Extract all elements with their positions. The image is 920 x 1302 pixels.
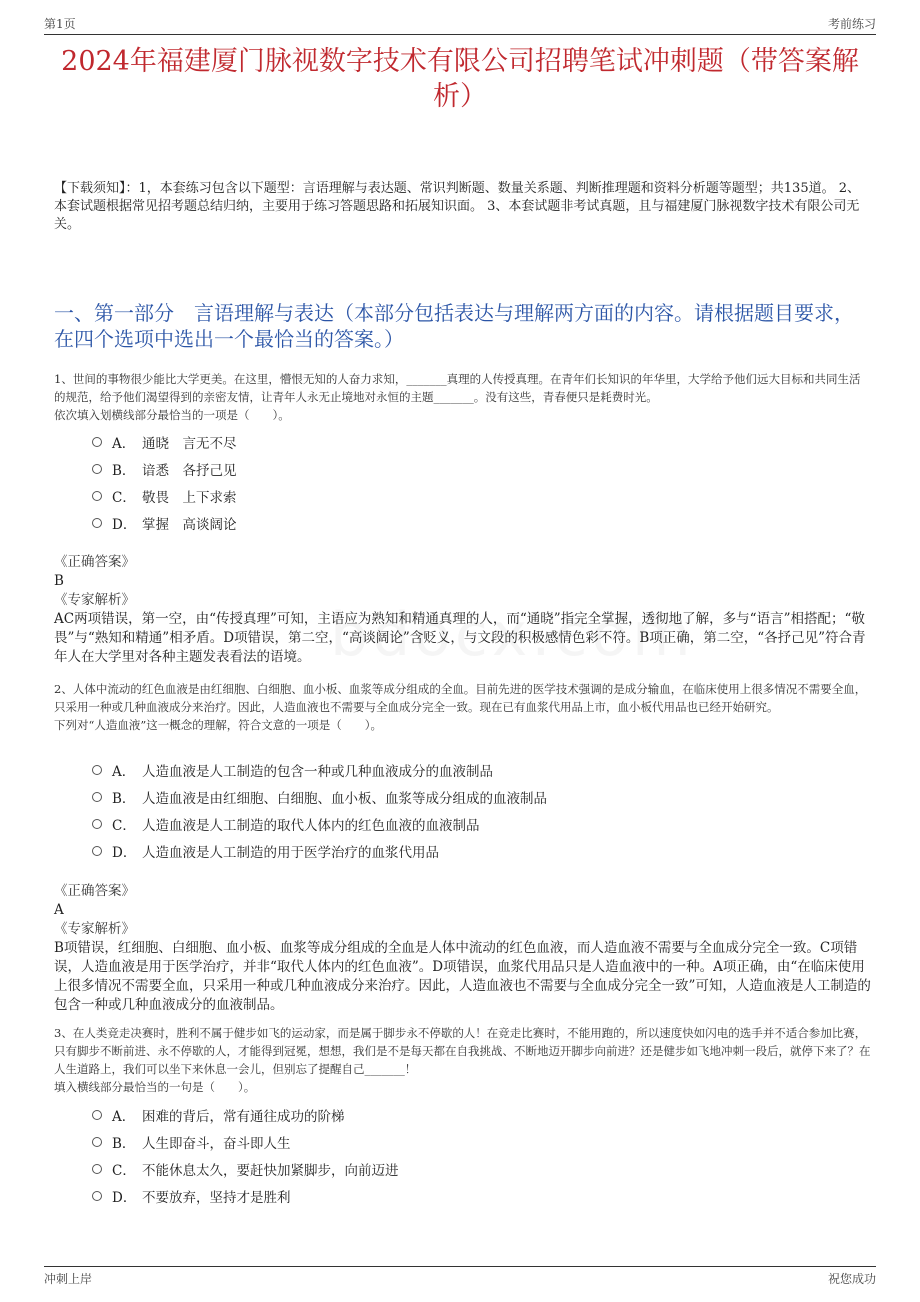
download-notice: 【下载须知】：1，本套练习包含以下题型：言语理解与表达题、常识判断题、数量关系题、判断推理题和资料分析题等题型；共135道。 2、本套试题根据常见招考题总结归纳，主要用于练习答题思路和拓展知识面。 3、本套试题非考试真题，且与福建厦门脉视数字技术有限公司无关。 [54, 181, 860, 232]
footer-right: 祝您成功 [827, 1272, 876, 1286]
answer-value: A [54, 902, 64, 918]
question-1-options [92, 428, 237, 536]
question-3 [54, 1024, 872, 1096]
question-3-options [92, 1101, 399, 1209]
question-1-answer [54, 553, 872, 667]
option-d[interactable]: D． 不要放弃，坚持才是胜利 [92, 1182, 399, 1209]
question-stem: 2、人体中流动的红色血液是由红细胞、白细胞、血小板、血浆等成分组成的全血。目前先进的医学技术强调的是成分输血，在临床使用上很多情况不需要全血，只采用一种或几种血液成分来治疗。因此，人造血液也不需要与全血成分完全一致。现在已有血浆代用品上市，血小板代用品也已经开始研究。 [54, 682, 867, 714]
option-b[interactable]: B． 谙悉 各抒己见 [92, 455, 237, 482]
radio-icon[interactable] [92, 518, 102, 528]
radio-icon[interactable] [92, 464, 102, 474]
option-c[interactable]: C． 敬畏 上下求索 [92, 482, 237, 509]
question-stem: 3、在人类竞走决赛时，胜利不属于健步如飞的运动家，而是属于脚步永不停歇的人！在竞走比赛时，不能用跑的，所以速度快如闪电的选手并不适合参加比赛，只有脚步不断前进、永不停歇的人，才能得到冠冕，想想，我们是不是每天都在自我挑战、不断地迈开脚步向前进？还是健步如飞地冲刺一段后，就停下来了？在人生道路上，我们可以坐下来休息一会儿，但别忘了提醒自己_______！ [54, 1026, 871, 1076]
option-c[interactable]: C． 人造血液是人工制造的取代人体内的红色血液的血液制品 [92, 810, 547, 837]
question-prompt: 依次填入划横线部分最恰当的一项是（ ）。 [54, 408, 290, 422]
analysis-text: B项错误，红细胞、白细胞、血小板、血浆等成分组成的全血是人体中流动的红色血液，而人造血液不需要与全血成分完全一致。C项错误，人造血液是用于医学治疗，并非“取代人体内的红色血液”。D项错误，血浆代用品只是人造血液中的一种。A项正确，由“在临床使用上很多情况不需要全血，只采用一种或几种血液成分来治疗。因此，人造血液也不需要与全血成分完全一致”可知，人造血液是人工制造的包含一种或几种血液成分的血液制品。 [54, 940, 871, 1013]
analysis-label: 《专家解析》 [54, 592, 135, 608]
footer-left: 冲刺上岸 [44, 1272, 93, 1286]
option-c[interactable]: C． 不能休息太久，要赶快加紧脚步，向前迈进 [92, 1155, 399, 1182]
radio-icon[interactable] [92, 1137, 102, 1147]
option-b[interactable]: B． 人生即奋斗，奋斗即人生 [92, 1128, 399, 1155]
radio-icon[interactable] [92, 765, 102, 775]
page-footer [44, 1266, 876, 1290]
analysis-label: 《专家解析》 [54, 921, 135, 937]
analysis-text: AC两项错误，第一空，由“传授真理”可知，主语应为熟知和精通真理的人，而“通晓”指完全掌握，透彻地了解，多与“语言”相搭配；“敬畏”与“熟知和精通”相矛盾。D项错误，第二空，“高谈阔论”含贬义，与文段的积极感情色彩不符。B项正确，第二空，“各抒己见”符合青年人在大学里对各种主题发表看法的语境。 [54, 611, 866, 665]
radio-icon[interactable] [92, 819, 102, 829]
radio-icon[interactable] [92, 846, 102, 856]
option-d[interactable]: D． 人造血液是人工制造的用于医学治疗的血浆代用品 [92, 837, 547, 864]
answer-value: B [54, 573, 64, 589]
option-a[interactable]: A． 通晓 言无不尽 [92, 428, 237, 455]
option-b[interactable]: B． 人造血液是由红细胞、白细胞、血小板、血浆等成分组成的血液制品 [92, 783, 547, 810]
question-prompt: 填入横线部分最恰当的一句是（ ）。 [54, 1080, 256, 1094]
question-stem: 1、世间的事物很少能比大学更美。在这里，懵恨无知的人奋力求知，_______真理的人传授真理。在青年们长知识的年华里，大学给予他们远大目标和共同生活的规范，给予他们渴望得到的亲密友情，让青年人永无止境地对永恒的主题_______。没有这些，青春便只是耗费时光。 [54, 372, 861, 404]
radio-icon[interactable] [92, 1164, 102, 1174]
radio-icon[interactable] [92, 792, 102, 802]
question-2 [54, 680, 872, 734]
answer-label: 《正确答案》 [54, 554, 135, 570]
section-heading: 一、第一部分 言语理解与表达（本部分包括表达与理解两方面的内容。请根据题目要求，在四个选项中选出一个最恰当的答案。） [54, 301, 854, 351]
radio-icon[interactable] [92, 491, 102, 501]
page-header [44, 12, 876, 35]
question-2-options [92, 756, 547, 864]
question-1 [54, 370, 872, 424]
radio-icon[interactable] [92, 437, 102, 447]
question-prompt: 下列对“人造血液”这一概念的理解，符合文意的一项是（ ）。 [54, 718, 383, 732]
option-a[interactable]: A． 人造血液是人工制造的包含一种或几种血液成分的血液制品 [92, 756, 547, 783]
answer-label: 《正确答案》 [54, 883, 135, 899]
header-label: 考前练习 [827, 17, 876, 31]
option-d[interactable]: D． 掌握 高谈阔论 [92, 509, 237, 536]
option-a[interactable]: A． 困难的背后，常有通往成功的阶梯 [92, 1101, 399, 1128]
radio-icon[interactable] [92, 1110, 102, 1120]
document-title: 2024年福建厦门脉视数字技术有限公司招聘笔试冲刺题（带答案解析） [61, 46, 859, 112]
question-2-answer [54, 882, 872, 1015]
radio-icon[interactable] [92, 1191, 102, 1201]
page-number: 第1页 [44, 17, 76, 31]
